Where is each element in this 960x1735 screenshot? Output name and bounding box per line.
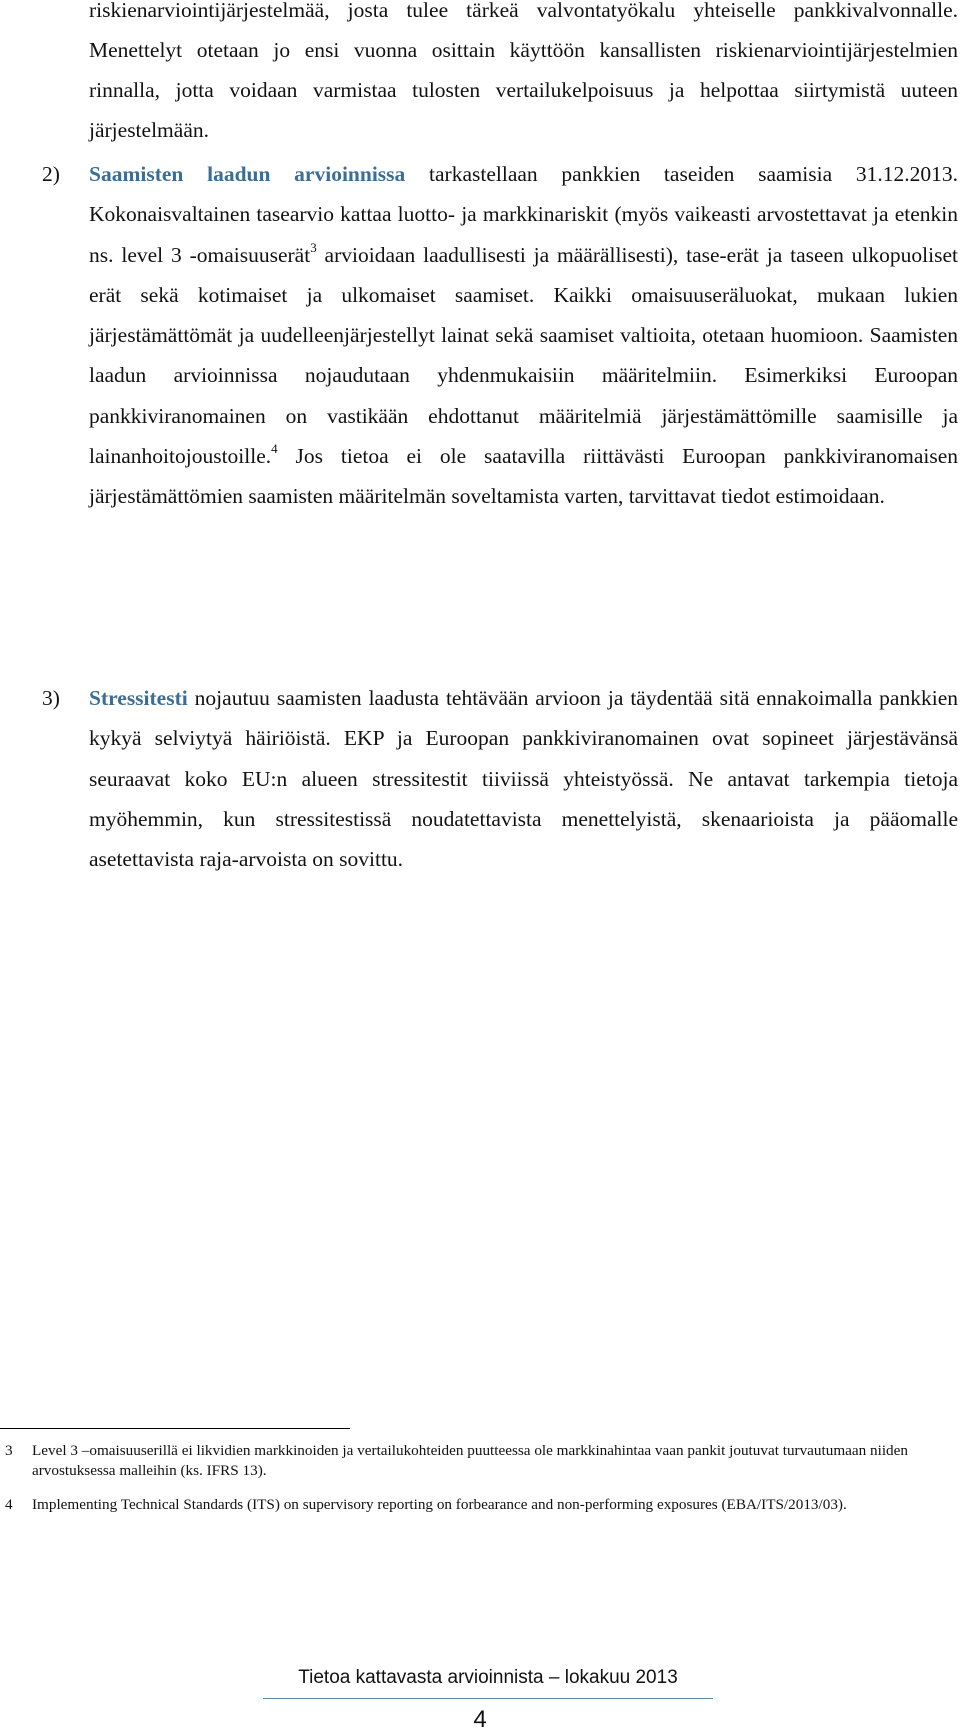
list-item-text: Jos tietoa ei ole saatavilla riittävästi Euroopan pankkiviranomaisen järjestämättömien saamisten määritelmän soveltamista varten, tarvittavat tiedot estimoidaan. (89, 444, 958, 509)
list-item-body (89, 678, 958, 879)
list-item-number: 2) (42, 162, 60, 186)
list-item-number: 3) (42, 686, 60, 710)
footnote-4 (5, 1495, 930, 1515)
intro-paragraph: riskienarviointijärjestelmää, josta tulee tärkeä valvontatyökalu yhteiselle pankkivalvonnalle. Menettelyt otetaan jo ensi vuonna osittain käyttöön kansallisten riskienarviointijärjestelmien rinnalla, jotta voidaan varmistaa tulosten vertailukelpoisuus ja helpottaa siirtymistä uuteen järjestelmään. (89, 0, 958, 142)
footnote-text: Level 3 –omaisuuserillä ei likvidien markkinoiden ja vertailukohteiden puutteessa ole markkinahintaa vaan pankit joutuvat turvautumaan niiden arvostuksessa malleihin (ks. IFRS 13). (32, 1442, 908, 1479)
footnote-ref[interactable]: 3 (310, 239, 317, 255)
footnote-text: Implementing Technical Standards (ITS) on supervisory reporting on forbearance and non-performing exposures (EBA/ITS/2013/03). (32, 1496, 847, 1513)
list-item-quality-review (42, 154, 958, 517)
list-item-body (89, 154, 958, 517)
list-item-text: nojautuu saamisten laadusta tehtävään arvioon ja täydentää sitä ennakoimalla pankkien kykyä selviytyä häiriöistä. EKP ja Euroopan pankkiviranomainen ovat sopineet järjestävänsä seuraavat koko EU:n alueen stressitestit tiiviissä yhteistyössä. Ne antavat tarkempia tietoja myöhemmin, kun stressitestissä noudatettavista menettelyistä, skenaarioista ja pääomalle asetettavista raja-arvoista on sovittu. (89, 686, 958, 872)
highlight-term: Stressitesti (89, 686, 188, 710)
highlight-term: Saamisten laadun arvioinnissa (89, 162, 406, 186)
list-item-stress-test (42, 678, 958, 879)
list-item-text: tarkastellaan pankkien taseiden saamisia 31.12.2013. Kokonaisvaltainen tasearvio kattaa luotto- ja markkinariskit (myös vaikeasti arvostettavat ja etenkin ns. level 3 -omaisuuserät (89, 162, 958, 267)
list-item-text: arvioidaan laadullisesti ja määrällisesti), tase-erät ja taseen ulkopuoliset erät sekä kotimaiset ja ulkomaiset saamiset. Kaikki omaisuuseräluokat, mukaan lukien järjestämättömät ja uudelleenjärjestellyt lainat sekä saamiset valtioita, otetaan huomioon. Saamisten laadun arvioinnissa nojaudutaan yhdenmukaisiin määritelmiin. Esimerkiksi Euroopan pankkiviranomainen on vastikään ehdottanut määritelmiä järjestämättömille saamisille ja lainanhoitojoustoille. (89, 242, 958, 469)
footer-divider (263, 1698, 713, 1699)
page-number: 4 (473, 1706, 487, 1733)
footnote-ref[interactable]: 4 (271, 441, 278, 457)
footnote-divider (0, 1428, 350, 1429)
footnote-number: 3 (5, 1442, 13, 1459)
footer-title: Tietoa kattavasta arvioinnista – lokakuu 2013 (298, 1667, 678, 1688)
footnote-3 (5, 1441, 930, 1481)
footnote-number: 4 (5, 1496, 13, 1513)
